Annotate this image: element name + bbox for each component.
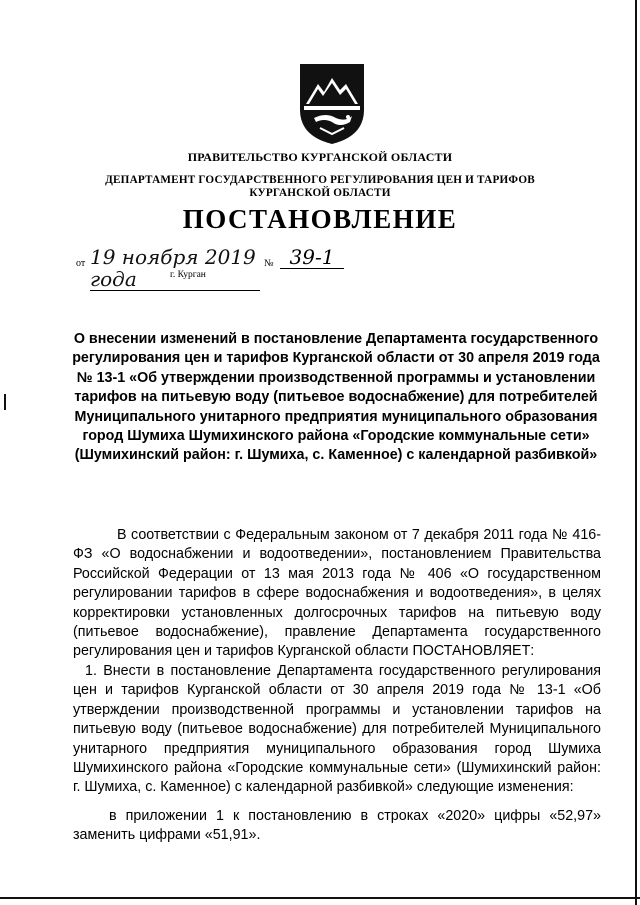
document-type-title: ПОСТАНОВЛЕНИЕ [182,204,458,234]
scan-edge-right [635,0,637,905]
document-city: г. Курган [170,270,206,280]
scan-mark-left [4,394,6,410]
document-dateline [76,244,376,291]
body-paragraph-3: в приложении 1 к постановлению в строках «2020» цифры «52,97» заменить цифрами «51,91». [73,808,601,844]
scan-edge-bottom [0,897,640,899]
document-subject: О внесении изменений в постановление Департамента государственного регулирования цен и тарифов Курганской области от 30 апреля 2019 года № 13-1 «Об утверждении производственной программы и установлении тарифов на питьевую воду (питьевое водоснабжение) для потребителей Муниципального унитарного предприятия муниципального образования город Шумиха Шумихинского района «Городские коммунальные сети» (Шумихинский район: г. Шумиха, с. Каменное) с календарной разбивкой» [72,331,600,464]
kurgan-coat-of-arms-icon [296,60,368,146]
date-prefix-label: от [76,258,86,269]
number-label: № [264,258,274,269]
document-date: 19 ноября 2019 года [90,246,260,291]
body-paragraph-2: 1. Внести в постановление Департамента государственного регулирования цен и тарифов Курганской области от 30 апреля 2019 года № 13-1 «Об утверждении производственной программы и установлении тарифов на питьевую воду (питьевое водоснабжение) для потребителей Муниципального унитарного предприятия муниципального образования город Шумиха Шумихинского района «Городские коммунальные сети» (Шумихинский район: г. Шумиха, с. Каменное) с календарной разбивкой» следующие изменения: [73,663,601,796]
department-heading: ДЕПАРТАМЕНТ ГОСУДАРСТВЕННОГО РЕГУЛИРОВАНИЯ ЦЕН И ТАРИФОВ КУРГАНСКОЙ ОБЛАСТИ [105,174,535,199]
government-heading: ПРАВИТЕЛЬСТВО КУРГАНСКОЙ ОБЛАСТИ [187,150,453,164]
body-paragraph-1: В соответствии с Федеральным законом от 7 декабря 2011 года № 416-ФЗ «О водоснабжении и водоотведении», постановлением Правительства Российской Федерации от 13 мая 2013 года № 406 «О государственном регулировании тарифов в сфере водоснабжения и водоотведения», в целях корректировки установленных долгосрочных тарифов на питьевую воду (питьевое водоснабжение), правление Департамента государственного регулирования цен и тарифов Курганской области ПОСТАНОВЛЯЕТ: [73,527,601,660]
document-number: 39-1 [280,246,344,269]
